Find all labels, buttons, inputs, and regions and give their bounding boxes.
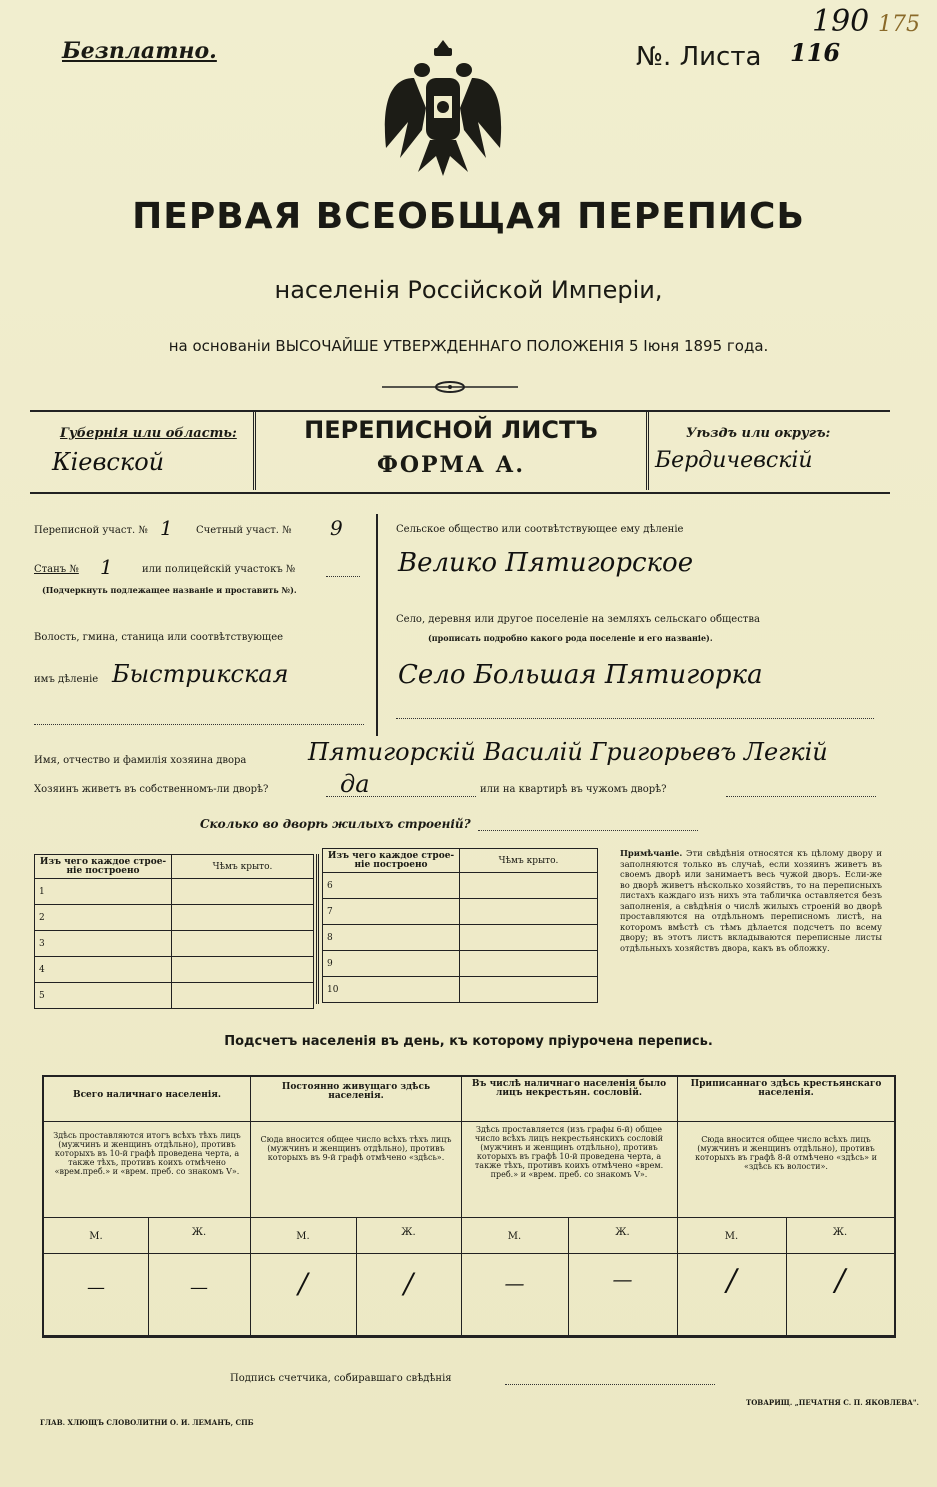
volost-label-2: имъ дѣленіе (34, 674, 99, 685)
value-cell: / (403, 1267, 414, 1300)
value-cell: — (190, 1277, 208, 1298)
buildings-line (478, 830, 698, 831)
col-material-left: Изъ чего каждое строе-ніе построено (35, 855, 172, 879)
form-name: ФОРМА А. (376, 452, 526, 478)
f-label: Ж. (401, 1227, 416, 1238)
police-line (326, 576, 360, 577)
village-line (396, 718, 874, 719)
society-label: Сельское общество или соотвѣтствующее ему дѣленіе (396, 524, 684, 535)
signature-label: Подпись счетчика, собиравшаго свѣдѣнія (230, 1373, 452, 1384)
col1-desc: Здѣсь проставляются итогъ всѣхъ тѣхъ лицъ (мужчинъ и женщинъ отдѣльно), противъ которыхъ въ 10-й графѣ проведена черта, а также тѣхъ, противъ коихъ отмѣчено «врем.преб.» и «врем. преб. со знакомъ V». (53, 1131, 241, 1176)
col2-desc: Сюда вносится общее число всѣхъ тѣхъ лицъ (мужчинъ и женщинъ отдѣльно), противъ которыхъ въ 9-й графѣ отмѣчено «здѣсь». (260, 1135, 452, 1162)
row-number: 1 (35, 879, 172, 905)
owner-name-label: Имя, отчество и фамилія хозяина двора (34, 755, 247, 766)
m-label: М. (507, 1231, 522, 1242)
sheet-number-value: 116 (790, 38, 841, 67)
census-area-label: Переписной участ. № (34, 525, 148, 536)
stan-label: Станъ № (34, 564, 79, 575)
f-label: Ж. (615, 1227, 630, 1238)
note-title: Примѣчаніе. (620, 848, 683, 858)
volost-line (34, 724, 364, 725)
uezd-value: Бердичевскій (655, 448, 813, 473)
volost-value: Быстрикская (112, 660, 289, 688)
double-headed-eagle-emblem (378, 38, 508, 178)
signature-line (505, 1384, 715, 1385)
sheet-number-label: №. Листа (636, 42, 762, 72)
buildings-label: Сколько во дворѣ жилыхъ строеній? (200, 817, 471, 831)
population-heading: Подсчетъ населенія въ день, къ которому пріурочена перепись. (224, 1034, 713, 1049)
village-note: (прописать подробно какого рода поселеніе и его названіе). (428, 633, 713, 643)
count-area-label: Счетный участ. № (196, 525, 292, 536)
tables-divider (316, 854, 319, 1004)
row-number: 8 (323, 925, 460, 951)
archive-number-2: 175 (878, 12, 920, 37)
ornament-divider (380, 378, 520, 396)
main-title: ПЕРВАЯ ВСЕОБЩАЯ ПЕРЕПИСЬ (132, 196, 805, 237)
sheet-title: ПЕРЕПИСНОЙ ЛИСТЪ (304, 416, 598, 444)
owner-name-value: Пятигорскій Василій Григорьевъ Легкій (308, 738, 828, 766)
printer-left: ГЛАВ. ХЛЮЩЪ СЛОВОЛИТНИ О. И. ЛЕМАНЪ, СПБ (40, 1418, 254, 1427)
subtitle: населенія Россійской Имперіи, (274, 276, 663, 304)
m-label: М. (724, 1231, 739, 1242)
free-label: Безплатно. (62, 38, 217, 64)
underline-note: (Подчеркнуть подлежащее названіе и проставить №). (42, 585, 297, 595)
society-value: Велико Пятигорское (398, 548, 694, 578)
row-number: 2 (35, 905, 172, 931)
m-label: М. (89, 1231, 103, 1242)
row-number: 6 (323, 873, 460, 899)
value-cell: / (298, 1267, 308, 1300)
population-table (42, 1075, 896, 1338)
m-label: М. (296, 1231, 310, 1242)
police-label: или полицейскій участокъ № (142, 564, 296, 575)
row-number: 9 (323, 951, 460, 977)
uezd-label: Уѣздъ или округъ: (686, 426, 831, 441)
row-number: 5 (35, 983, 172, 1009)
row-number: 10 (323, 977, 460, 1003)
guberniya-label: Губернія или область: (60, 426, 237, 441)
owner-lives-label: Хозяинъ живетъ въ собственномъ-ли дворѣ? (34, 784, 269, 795)
stan-value: 1 (100, 555, 113, 579)
row-sep (44, 1253, 894, 1254)
owner-or-line (726, 796, 876, 797)
village-label: Село, деревня или другое поселеніе на земляхъ сельскаго общества (396, 614, 760, 625)
basis-line: на основаніи ВЫСОЧАЙШЕ УТВЕРЖДЕННАГО ПОЛОЖЕНІЯ 5 Іюня 1895 года. (168, 337, 769, 355)
col-roof-right: Чѣмъ крыто. (460, 849, 598, 873)
row-number: 7 (323, 899, 460, 925)
row-sep (44, 1217, 894, 1218)
col-material-right: Изъ чего каждое строе-ніе построено (323, 849, 460, 873)
col4-title: Приписаннаго здѣсь крестьянскаго населенія. (690, 1079, 882, 1098)
f-label: Ж. (191, 1227, 207, 1238)
printer-right: ТОВАРИЩ. „ПЕЧАТНЯ С. П. ЯКОВЛЕВА". (746, 1398, 919, 1407)
col1-title: Всего наличнаго населенія. (72, 1090, 222, 1100)
col3-desc: Здѣсь проставляется (изъ графы 6-й) общее число всѣхъ лицъ некрестьянскихъ сословій (мужчинъ и женщинъ отдѣльно), противъ которыхъ въ графѣ 10-й проведена черта, а также тѣхъ, противъ коихъ отмѣчено «врем. преб.» и «врем. преб. со знакомъ V». (474, 1125, 664, 1179)
value-cell: — (87, 1277, 105, 1298)
vertical-divider (376, 514, 378, 736)
f-label: Ж. (832, 1227, 848, 1238)
row-sep (44, 1121, 894, 1122)
value-cell: / (726, 1263, 737, 1298)
col4-desc: Сюда вносится общее число всѣхъ лицъ (мужчинъ и женщинъ отдѣльно), противъ которыхъ въ графѣ 8-й отмѣчено «здѣсь» и «здѣсь къ волости». (695, 1135, 877, 1171)
note-block (620, 848, 882, 953)
village-value: Село Большая Пятигорка (398, 660, 763, 690)
owner-lives-value: да (340, 770, 370, 798)
buildings-table-left (34, 854, 314, 1009)
col-roof-left: Чѣмъ крыто. (172, 855, 314, 879)
value-cell: / (834, 1263, 846, 1298)
value-cell: — (504, 1271, 525, 1295)
col2-title: Постоянно живущаго здѣсь населенія. (281, 1082, 431, 1101)
archive-number: 190 (812, 4, 870, 39)
col3-title: Въ числѣ наличнаго населенія было лицъ некрестьян. сословій. (471, 1079, 667, 1098)
owner-or-label: или на квартирѣ въ чужомъ дворѣ? (480, 784, 667, 795)
row-number: 3 (35, 931, 172, 957)
col-sep (461, 1077, 462, 1335)
value-cell: — (612, 1267, 633, 1291)
owner-lives-line (326, 796, 476, 797)
guberniya-value: Кіевской (52, 448, 165, 476)
buildings-table-right (322, 848, 598, 1003)
census-area-value: 1 (160, 516, 173, 540)
count-area-value: 9 (330, 516, 343, 540)
note-text: Эти свѣдѣнія относятся къ цѣлому двору и заполняются только въ случаѣ, если хозяинъ живетъ въ своемъ дворѣ или занимаетъ весь чужой дворъ. Если-же во дворѣ живетъ нѣсколько хозяйствъ, то на переписныхъ листахъ каждаго изъ нихъ эта табличка оставляется безъ заполненія, а свѣдѣнія о числѣ жилыхъ строеній во дворѣ проставляются на отдѣльномъ переписномъ листѣ, на которомъ вмѣстѣ съ тѣмъ дѣлается подсчетъ по всему двору; въ этотъ листъ вкладываются переписные листы отдѣльныхъ хозяйствъ двора, какъ въ обложку. (620, 848, 882, 953)
volost-label: Волость, гмина, станица или соотвѣтствующее (34, 632, 284, 643)
row-number: 4 (35, 957, 172, 983)
